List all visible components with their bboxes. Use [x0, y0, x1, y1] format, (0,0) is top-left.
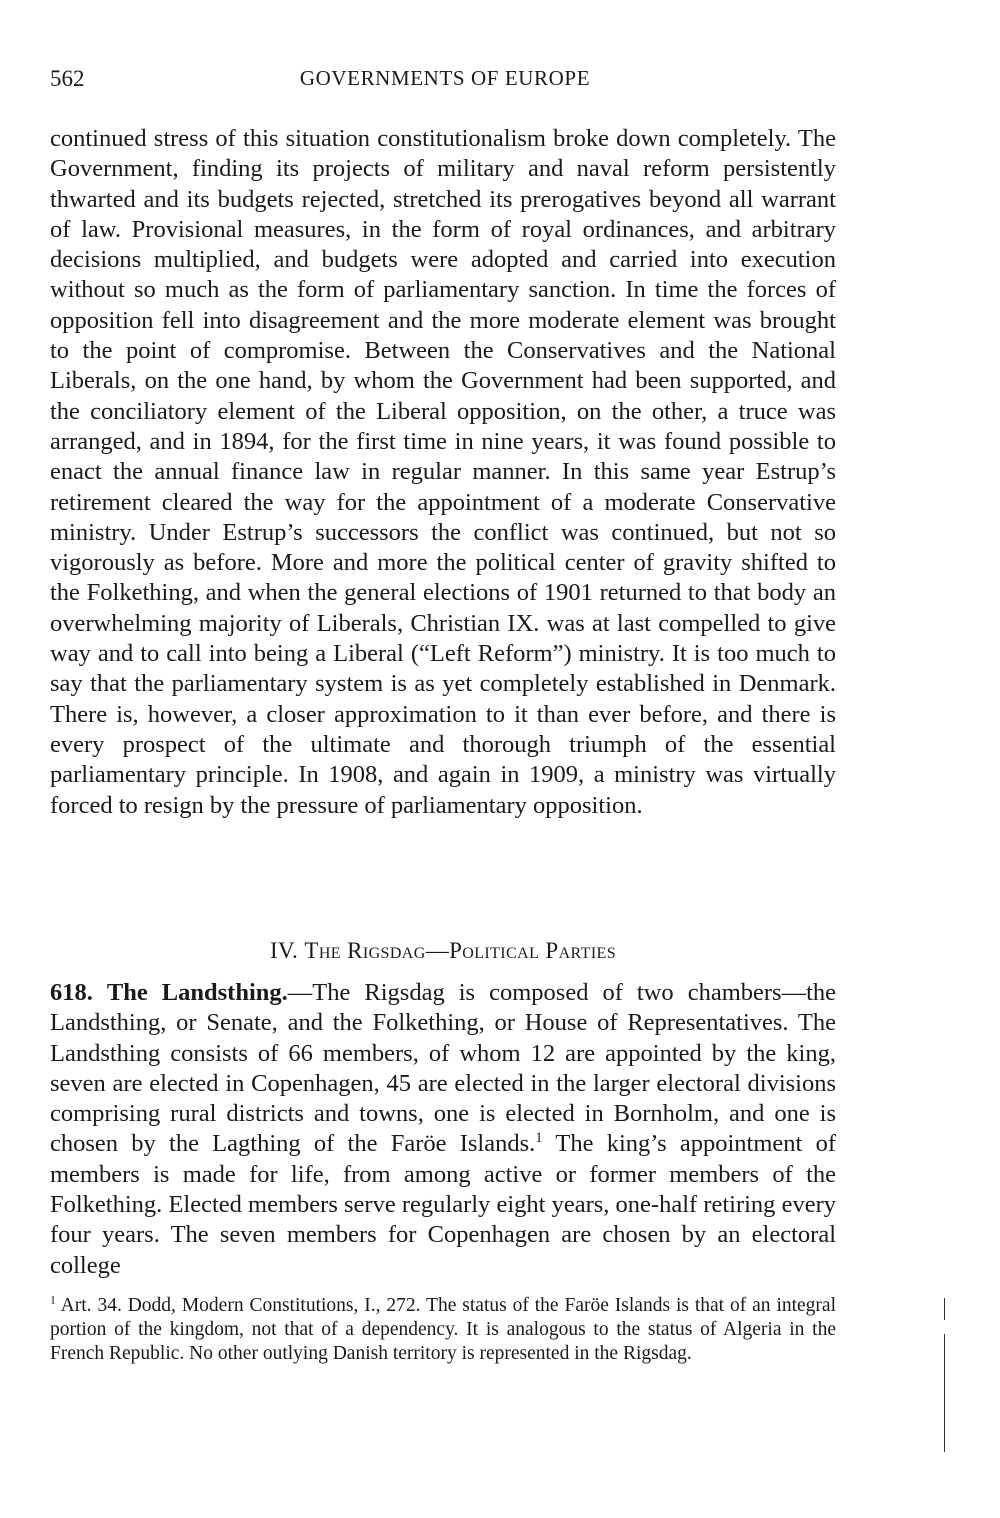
section-title: The Rigsdag—Political Parties — [304, 938, 617, 963]
body-text — [50, 124, 836, 821]
footnote-marker: 1 — [50, 1293, 56, 1307]
footnote-text: Art. 34. Dodd, Modern Constitutions, I., 272. The status of the Faröe Islands is that of an integral portion of the kingdom, not that of a dependency. It is analogous to the status of Algeria in the French Republic. No other outlying Danish territory is represented in the Rigsdag. — [50, 1295, 836, 1364]
running-head: GOVERNMENTS OF EUROPE — [299, 66, 591, 90]
subsection-title: The Landsthing. — [106, 979, 288, 1006]
scan-artifact-line — [944, 1298, 945, 1320]
section-number: 618. — [50, 979, 93, 1006]
section-618 — [50, 978, 836, 1281]
page-number: 562 — [50, 66, 85, 91]
section-heading — [50, 938, 836, 964]
footnote-paragraph — [50, 1294, 836, 1366]
page-header — [50, 66, 840, 102]
section-paragraph — [50, 978, 836, 1281]
section-text-part-2: The king’s appointment of members is made for life, from among active or former members of the Folkething. Elected members serve regularly eight years, one-half retiring every four years. The seven members for Copenhagen are chosen by an electoral college — [50, 1130, 836, 1279]
footnote — [50, 1294, 836, 1366]
section-text-part-1: —The Rigsdag is composed of two chambers—the Landsthing, or Senate, and the Folkething, or House of Representatives. The Landsthing consists of 66 members, of whom 12 are appointed by the king, seven are elected in Copenhagen, 45 are elected in the larger electoral divisions comprising rural districts and towns, one is elected in Bornholm, and one is chosen by the Lagthing of the Faröe Islands. — [50, 979, 837, 1158]
footnote-reference[interactable]: 1 — [535, 1130, 543, 1147]
scan-artifact-line — [944, 1334, 945, 1452]
section-numeral: IV. — [269, 938, 299, 963]
body-paragraph: continued stress of this situation constitutionalism broke down completely. The Government, finding its projects of military and naval reform persistently thwarted and its budgets rejected, stretched its prerogatives beyond all warrant of law. Provisional measures, in the form of royal ordinances, and arbitrary decisions multiplied, and budgets were adopted and carried into execution without so much as the form of parliamentary sanction. In time the forces of opposition fell into disagreement and the more moderate element was brought to the point of compromise. Between the Conservatives and the National Liberals, on the one hand, by whom the Government had been supported, and the conciliatory element of the Liberal opposition, on the other, a truce was arranged, and in 1894, for the first time in nine years, it was found possible to enact the annual finance law in regular manner. In this same year Estrup’s retirement cleared the way for the appointment of a moderate Conservative ministry. Under Estrup’s successors the conflict was continued, but not so vigorously as before. More and more the political center of gravity shifted to the Folkething, and when the general elections of 1901 returned to that body an overwhelming majority of Liberals, Christian IX. was at last compelled to give way and to call into being a Liberal (“Left Reform”) ministry. It is too much to say that the parliamentary system is as yet completely established in Denmark. There is, however, a closer approximation to it than ever before, and there is every prospect of the ultimate and thorough triumph of the essential parliamentary principle. In 1908, and again in 1909, a ministry was virtually forced to resign by the pressure of parliamentary opposition. — [50, 125, 836, 819]
